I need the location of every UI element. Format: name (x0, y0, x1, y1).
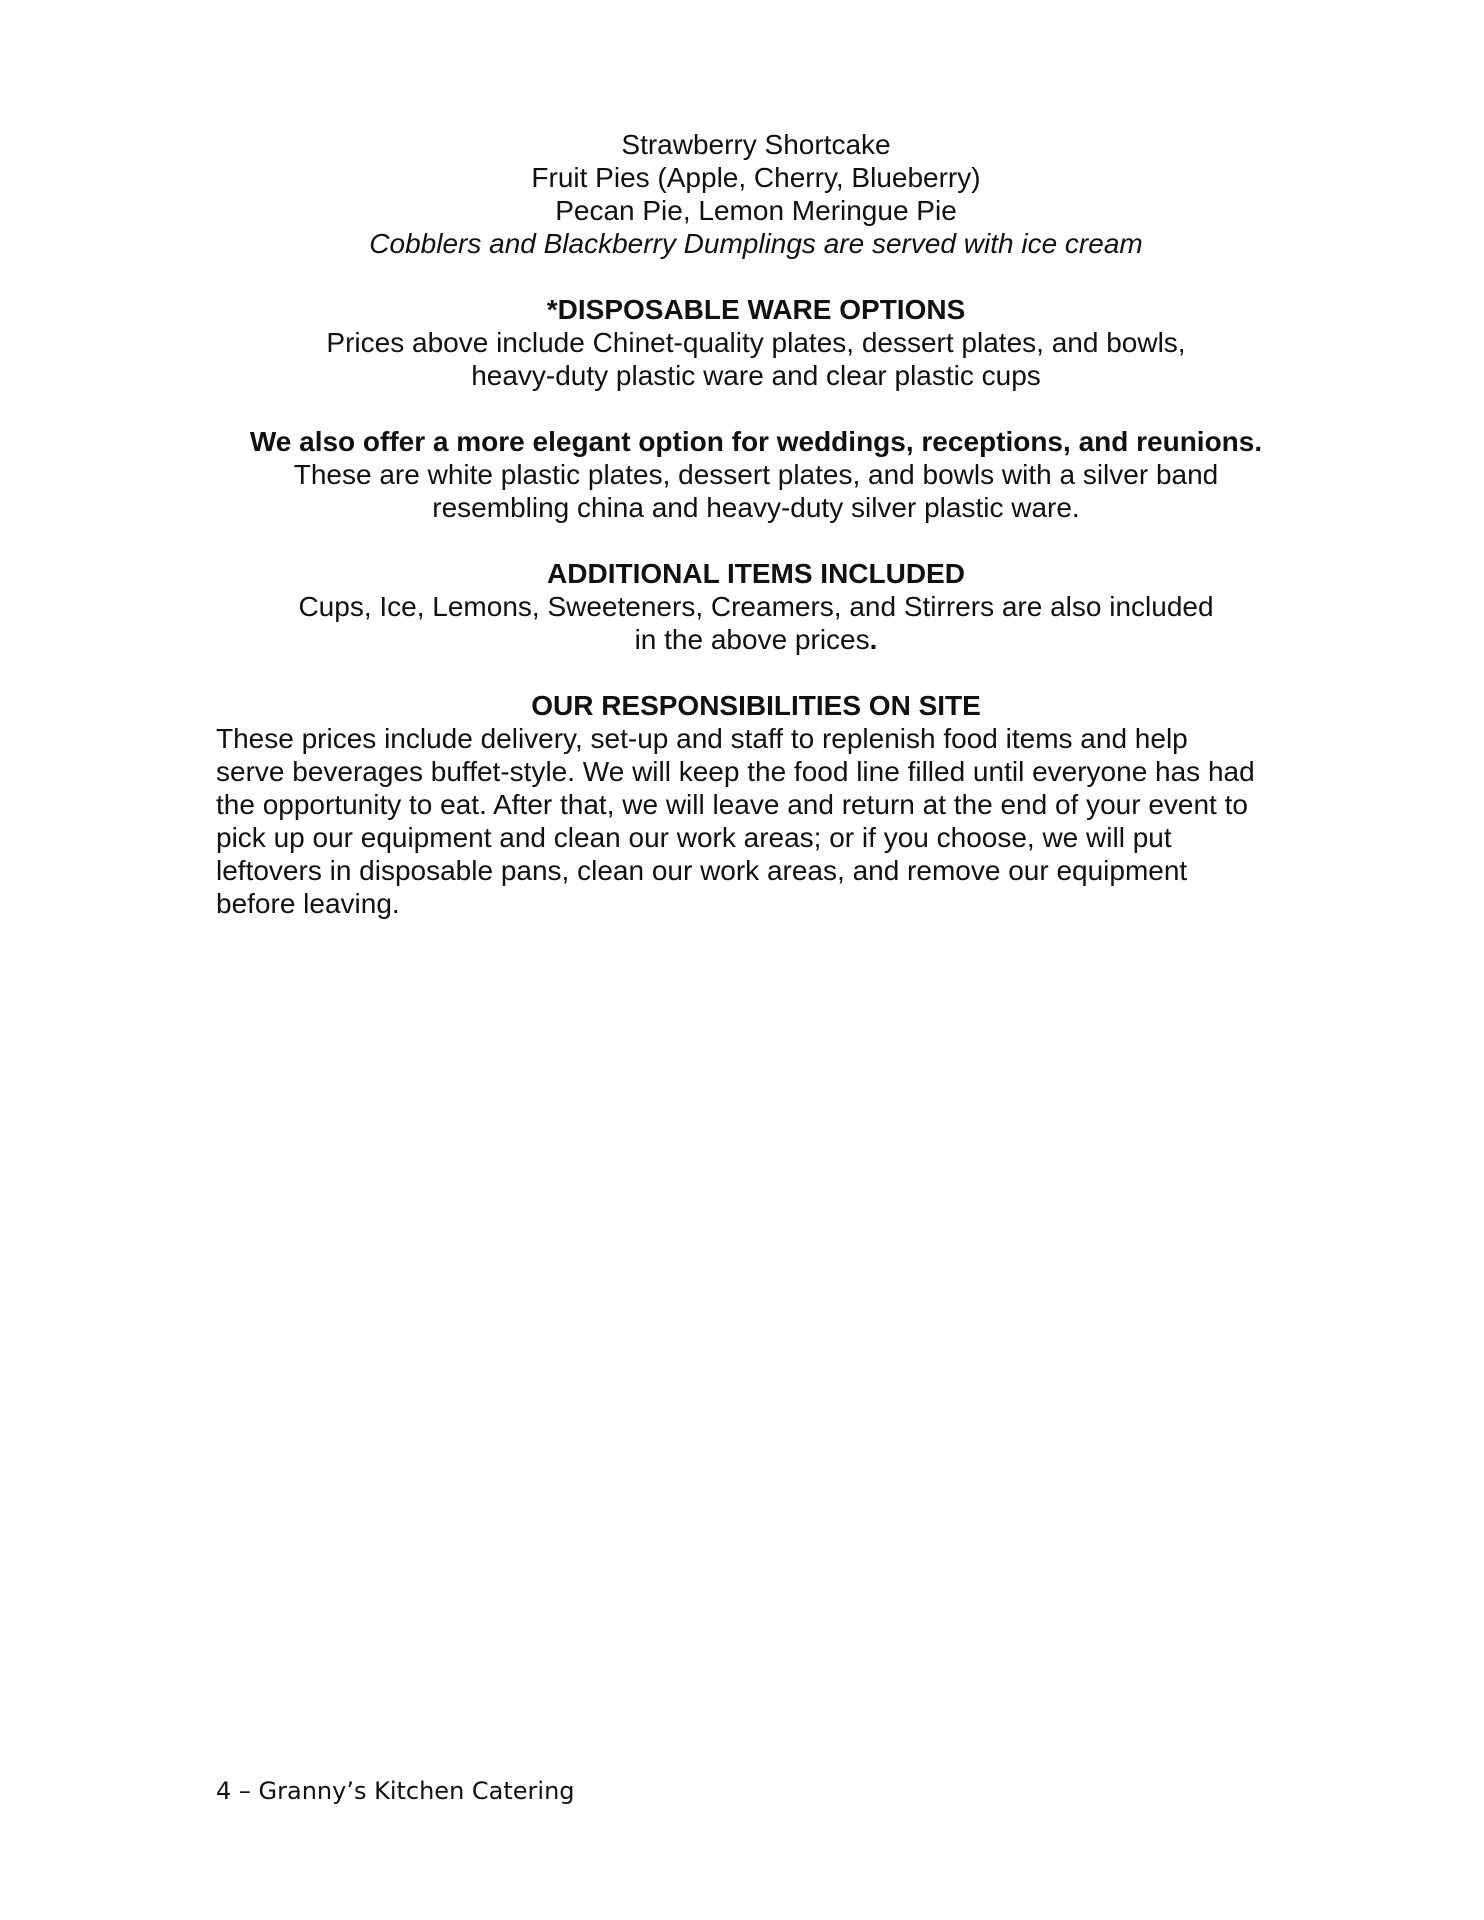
disposable-section (216, 293, 1296, 392)
disposable-text: heavy-duty plastic ware and clear plastic cups (471, 360, 1041, 391)
dessert-note: Cobblers and Blackberry Dumplings are served with ice cream (369, 228, 1143, 259)
elegant-text: resembling china and heavy-duty silver plastic ware. (432, 492, 1080, 523)
dessert-item: Fruit Pies (Apple, Cherry, Blueberry) (531, 162, 981, 193)
elegant-section (216, 425, 1296, 524)
responsibilities-line: pick up our equipment and clean our work areas; or if you choose, we will put (216, 822, 1172, 853)
disposable-heading: *DISPOSABLE WARE OPTIONS (546, 294, 966, 325)
dessert-item: Strawberry Shortcake (621, 129, 891, 160)
additional-text: Cups, Ice, Lemons, Sweeteners, Creamers, and Stirrers are also included (298, 591, 1214, 622)
dessert-item: Pecan Pie, Lemon Meringue Pie (555, 195, 957, 226)
document-page (216, 128, 1296, 920)
additional-text-line2 (216, 623, 1296, 656)
responsibilities-line: the opportunity to eat. After that, we will leave and return at the end of your event to (216, 789, 1248, 820)
responsibilities-line: leftovers in disposable pans, clean our work areas, and remove our equipment (216, 855, 1188, 886)
responsibilities-line: before leaving. (216, 888, 400, 919)
additional-text-period: . (869, 624, 878, 655)
elegant-text: These are white plastic plates, dessert plates, and bowls with a silver band (293, 459, 1219, 490)
dessert-list (216, 128, 1296, 260)
additional-section (216, 557, 1296, 656)
elegant-heading: We also offer a more elegant option for weddings, receptions, and reunions. (249, 426, 1263, 457)
responsibilities-section (216, 689, 1296, 920)
additional-heading: ADDITIONAL ITEMS INCLUDED (547, 558, 965, 589)
page-footer: 4 – Granny’s Kitchen Catering (216, 1777, 575, 1805)
disposable-text: Prices above include Chinet-quality plates, dessert plates, and bowls, (326, 327, 1186, 358)
responsibilities-heading: OUR RESPONSIBILITIES ON SITE (531, 690, 981, 721)
responsibilities-line: These prices include delivery, set-up and staff to replenish food items and help (216, 723, 1188, 754)
responsibilities-paragraph (216, 722, 1296, 920)
responsibilities-line: serve beverages buffet-style. We will keep the food line filled until everyone has had (216, 756, 1255, 787)
additional-text-main: in the above prices (634, 624, 870, 655)
